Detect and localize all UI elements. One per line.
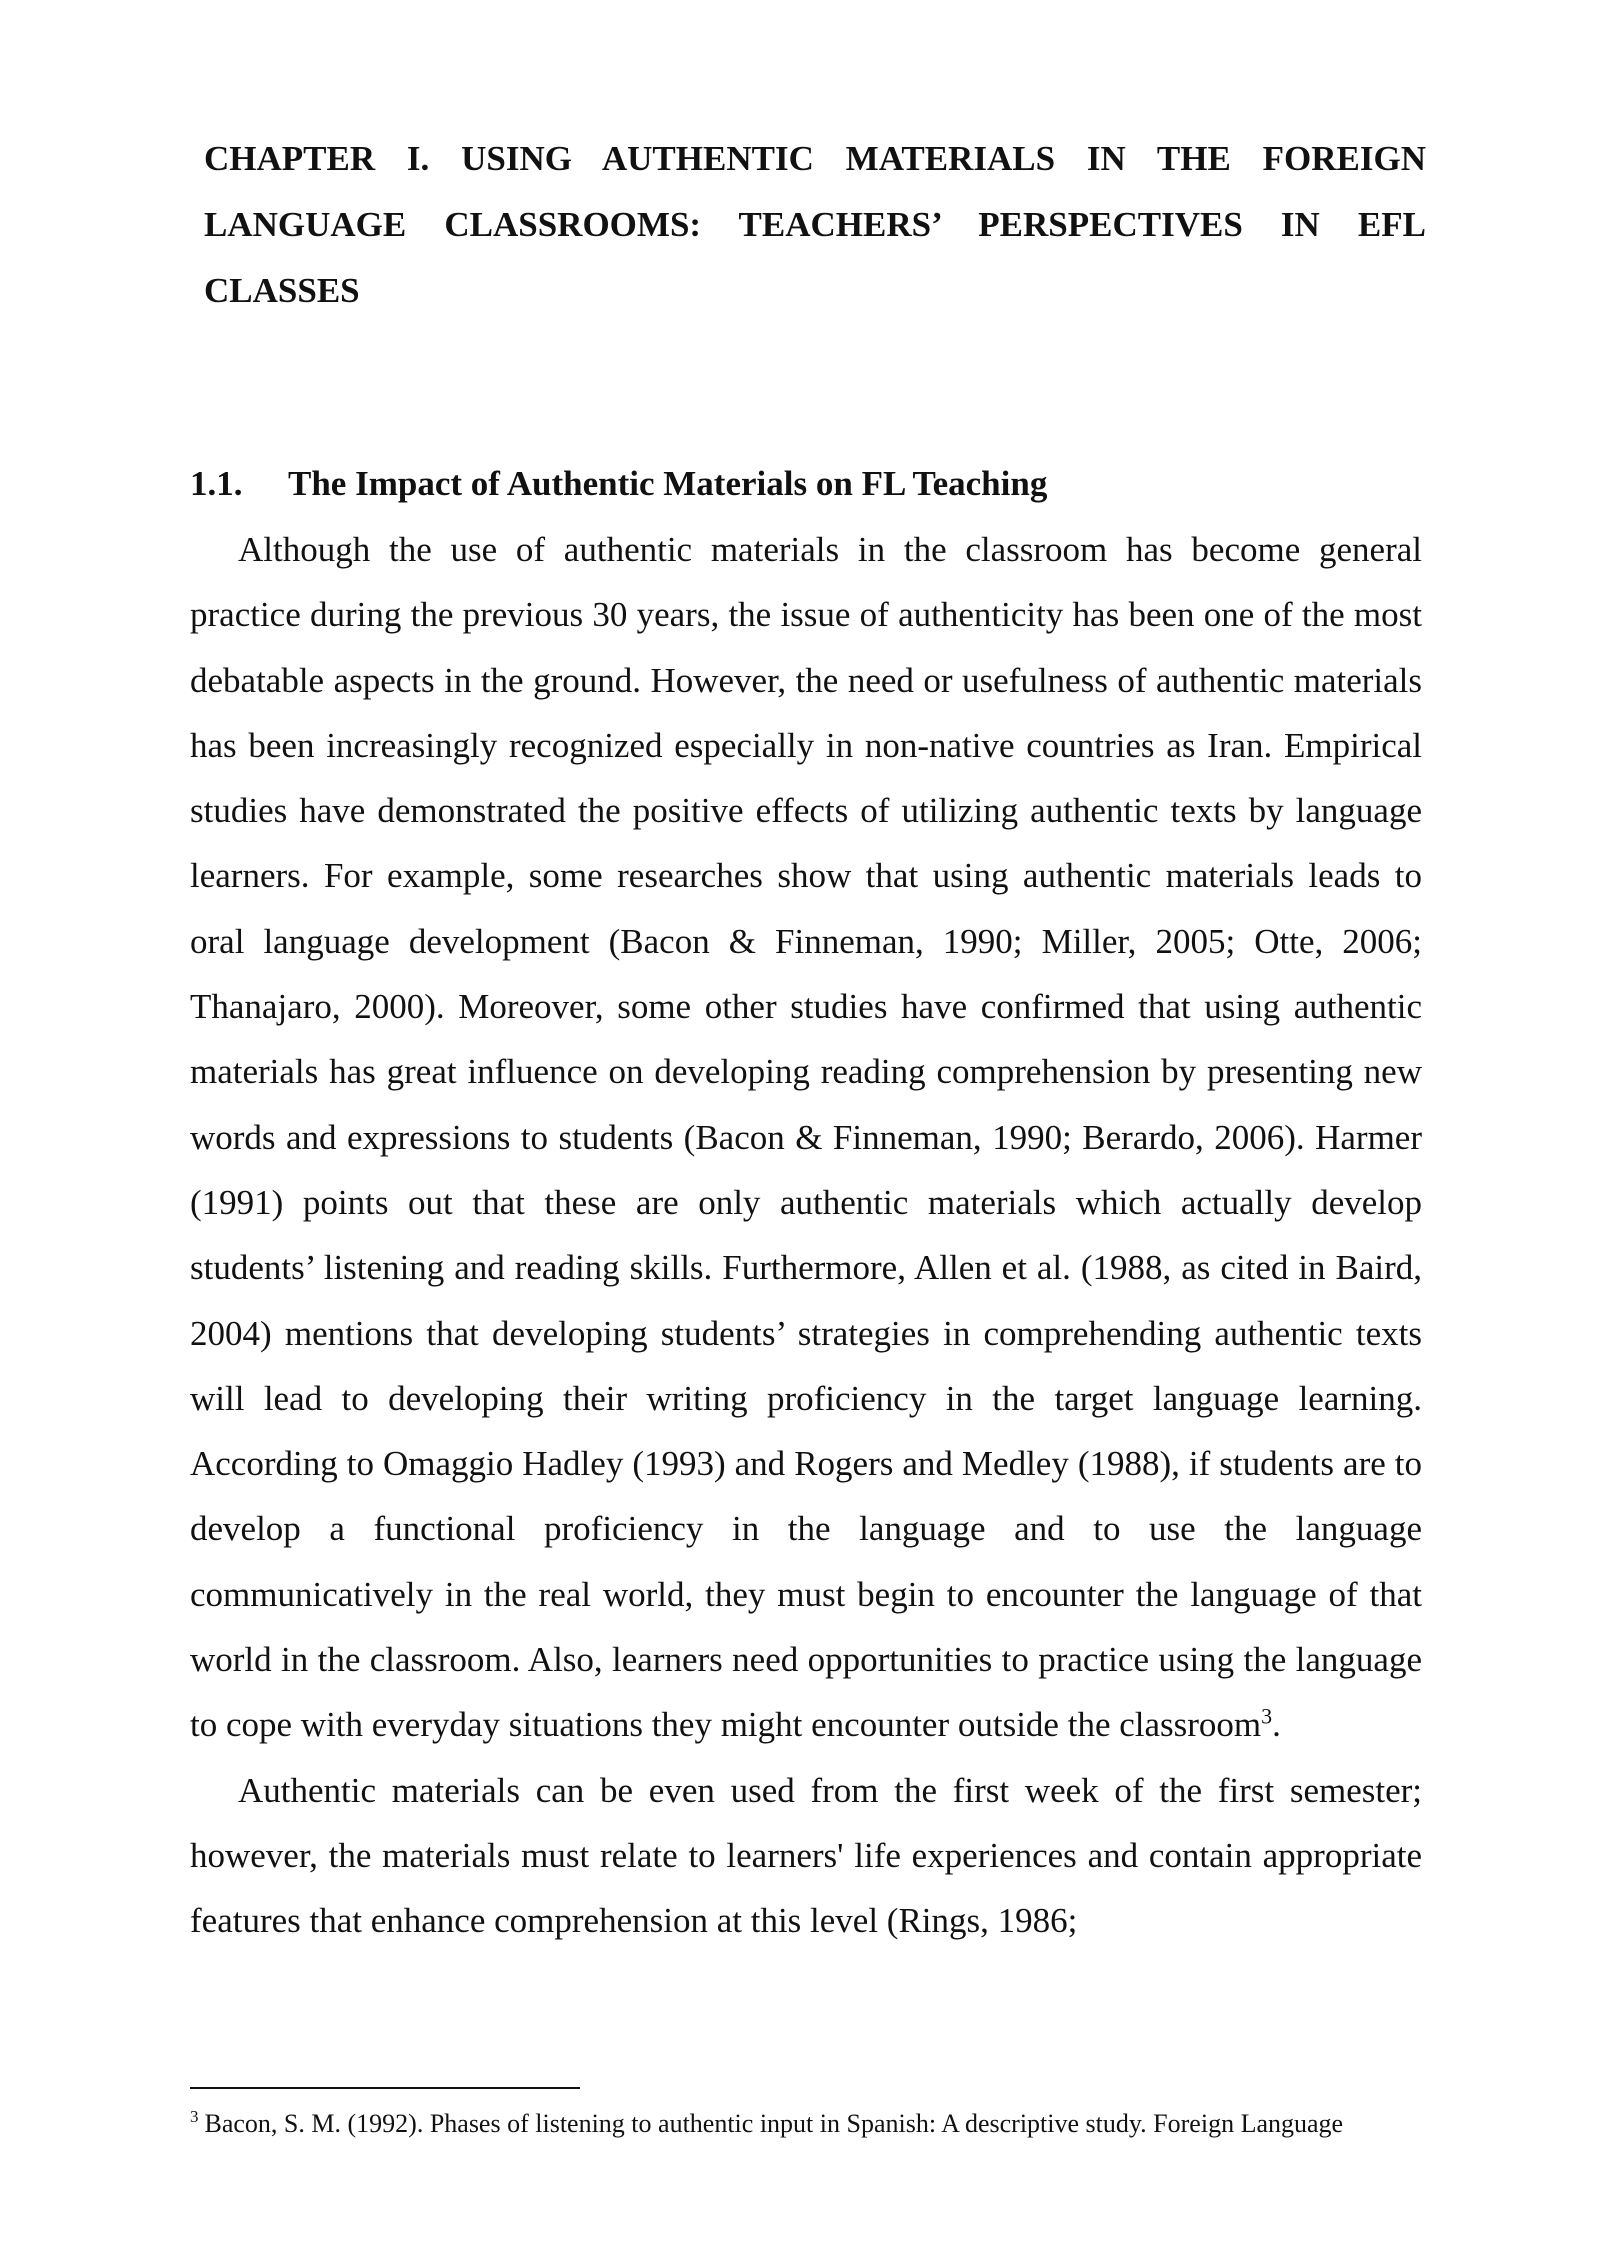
section-number: 1.1. [190,464,243,503]
paragraph-text: Although the use of authentic materials in the classroom has become general practice during the previous 30 years, the issue of authenticity has been one of the most debatable aspects in the ground. However, the need or usefulness of authentic materials has been increasingly recognized especially in non-native countries as Iran. Empirical studies have demonstrated the positive effects of utilizing authentic texts by language learners. For example, some researches show that using authentic materials leads to oral language development (Bacon & Finneman, 1990; Miller, 2005; Otte, 2006; Thanajaro, 2000). Moreover, some other studies have confirmed that using authentic materials has great influence on developing reading comprehension by presenting new words and expressions to students (Bacon & Finneman, 1990; Berardo, 2006). Harmer (1991) points out that these are only authentic materials which actually develop students’ listening and reading skills. Furthermore, Allen et al. (1988, as cited in Baird, 2004) mentions that developing students’ strategies in comprehending authentic texts will lead to developing their writing proficiency in the target language learning. According to Omaggio Hadley (1993) and Rogers and Medley (1988), if students are to develop a functional proficiency in the language and to use the language communicatively in the real world, they must begin to encounter the language of that world in the classroom. Also, learners need opportunities to practice using the language to cope with everyday situations they might encounter outside the classroom [190,530,1422,1745]
footnote-divider [190,2087,580,2089]
paragraph [190,1758,1422,1954]
body-text [190,517,1422,1954]
section-heading [190,454,1420,514]
footnote-reference: 3 [1261,1703,1273,1729]
section-title: The Impact of Authentic Materials on FL Teaching [288,464,1048,503]
footnote-mark: 3 [190,2107,199,2127]
paragraph-end: . [1272,1705,1281,1745]
chapter-title: CHAPTER I. USING AUTHENTIC MATERIALS IN THE FOREIGN LANGUAGE CLASSROOMS: TEACHERS’ PERSPECTIVES IN EFL CLASSES [204,139,1426,310]
footnote [190,2106,1430,2142]
paragraph [190,517,1422,1758]
paragraph-text: Authentic materials can be even used from the first week of the first semester; however, the materials must relate to learners' life experiences and contain appropriate features that enhance comprehension at this level (Rings, 1986; [190,1770,1422,1941]
footnote-text: Bacon, S. M. (1992). Phases of listening to authentic input in Spanish: A descriptive study. Foreign Language [204,2109,1344,2138]
